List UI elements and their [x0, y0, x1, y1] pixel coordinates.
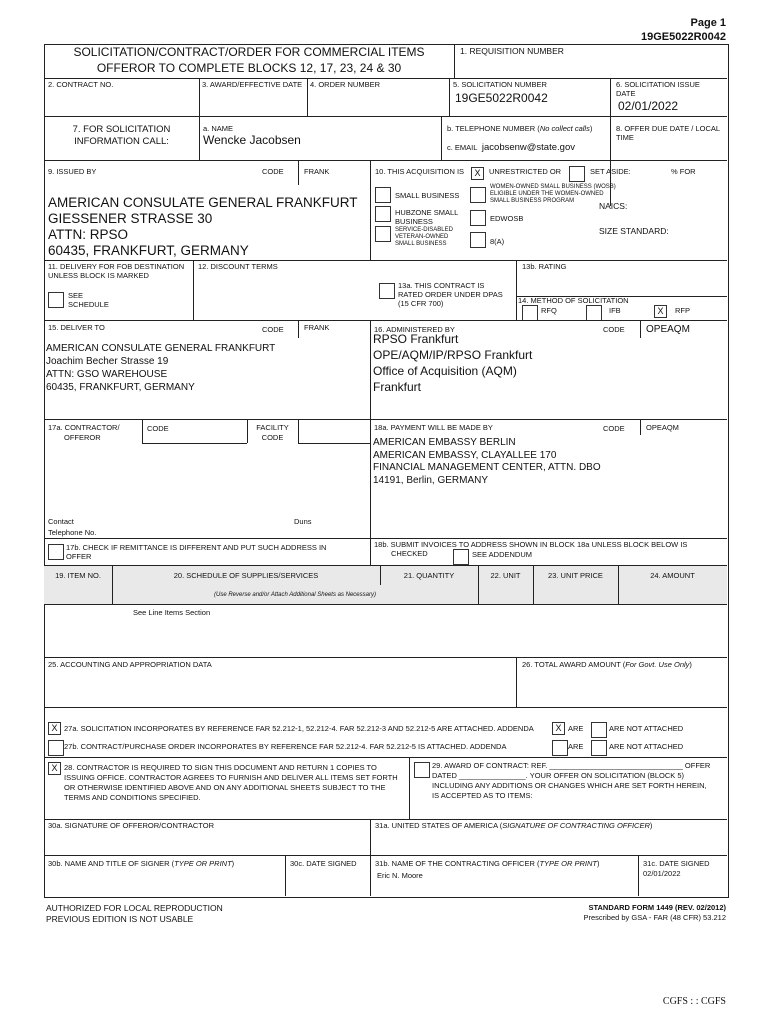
administered-by-code-label: CODE — [603, 325, 625, 334]
wosb-label-3: SMALL BUSINESS PROGRAM — [490, 198, 575, 204]
see-schedule-label1: SEE — [68, 291, 84, 300]
form-title-line2: OFFEROR TO COMPLETE BLOCKS 12, 17, 23, 24 & 30 — [96, 61, 402, 75]
fob-label1: 11. DELIVERY FOR FOB DESTINATION — [48, 262, 185, 271]
administered-by-address-line1: RPSO Frankfurt — [373, 332, 459, 346]
fob-label2: UNLESS BLOCK IS MARKED — [48, 271, 149, 280]
telephone-no-label: Telephone No. — [48, 528, 97, 537]
acquisition-label: 10. THIS ACQUISITION IS — [375, 167, 465, 176]
remittance-label2: OFFER — [66, 552, 92, 561]
dpas-checkbox[interactable] — [379, 283, 395, 299]
deliver-to-address-line1: AMERICAN CONSULATE GENERAL FRANKFURT — [46, 343, 276, 354]
order-are-not-checkbox[interactable] — [591, 740, 607, 756]
payment-address-line4: 14191, Berlin, GERMANY — [373, 475, 489, 486]
email-row: c. EMAIL jacobsenw@state.gov — [447, 142, 575, 153]
contractor-label2: OFFEROR — [64, 433, 101, 442]
dpas-label-2: RATED ORDER UNDER DPAS — [398, 290, 503, 299]
clause-27a-checkbox[interactable]: X — [48, 722, 61, 735]
order-are-label: ARE — [568, 742, 584, 751]
block-28-line1: 28. CONTRACTOR IS REQUIRED TO SIGN THIS DOCUMENT AND RETURN 1 COPIES TO — [64, 763, 377, 772]
payment-address-line3: FINANCIAL MANAGEMENT CENTER, ATTN. DBO — [373, 462, 601, 473]
unit-header: 22. UNIT — [490, 571, 521, 580]
issued-by-address-line2: GIESSENER STRASSE 30 — [48, 211, 213, 226]
administered-by-address-line2: OPE/AQM/IP/RPSO Frankfurt — [373, 348, 533, 362]
administered-by-code-value[interactable]: OPEAQM — [646, 324, 690, 335]
footer-left-line1: AUTHORIZED FOR LOCAL REPRODUCTION — [46, 903, 223, 913]
see-schedule-label2: SCHEDULE — [68, 300, 109, 309]
footer-cgfs: CGFS : : CGFS — [662, 996, 726, 1007]
solicitation-number-label: 5. SOLICITATION NUMBER — [453, 80, 547, 89]
contractor-code-label: CODE — [147, 424, 169, 433]
officer-signature-label: 31a. UNITED STATES OF AMERICA (SIGNATURE OF CONTRACTING OFFICER) — [375, 821, 653, 830]
dpas-label-1: 13a. THIS CONTRACT IS — [398, 281, 485, 290]
order-are-checkbox[interactable] — [552, 740, 568, 756]
deliver-to-code-label: CODE — [262, 325, 284, 334]
item-no-header: 19. ITEM NO. — [55, 571, 101, 580]
discount-terms-label: 12. DISCOUNT TERMS — [198, 262, 278, 271]
sdvosb-checkbox[interactable] — [375, 226, 391, 242]
eight-a-checkbox[interactable] — [470, 232, 486, 248]
see-schedule-checkbox[interactable] — [48, 292, 64, 308]
offeror-signature-label: 30a. SIGNATURE OF OFFEROR/CONTRACTOR — [48, 821, 214, 830]
administered-by-address-line4: Frankfurt — [373, 380, 422, 394]
payment-address-line1: AMERICAN EMBASSY BERLIN — [373, 437, 516, 448]
clause-27a-text: 27a. SOLICITATION INCORPORATES BY REFERENCE FAR 52.212-1, 52.212-4. FAR 52.212-3 AND 52.212-5 ARE ATTACHED. ADDENDA — [64, 724, 534, 733]
hubzone-label-1: HUBZONE SMALL — [395, 208, 459, 217]
dpas-label-3: (15 CFR 700) — [398, 299, 444, 308]
size-standard-label: SIZE STANDARD: — [599, 226, 669, 236]
deliver-to-code-value[interactable]: FRANK — [304, 323, 330, 332]
offer-due-label1: 8. OFFER DUE DATE / LOCAL — [616, 124, 721, 133]
block-28-checkbox[interactable]: X — [48, 762, 61, 775]
contractor-label1: 17a. CONTRACTOR/ — [48, 423, 120, 432]
footer-prescribed: Prescribed by GSA - FAR (48 CFR) 53.212 — [583, 913, 726, 922]
officer-name-label: 31b. NAME OF THE CONTRACTING OFFICER (TYPE OR PRINT) — [375, 859, 600, 868]
deliver-to-address-line2: Joachim Becher Strasse 19 — [46, 356, 169, 367]
signer-date-label: 30c. DATE SIGNED — [290, 859, 357, 868]
document-number: 19GE5022R0042 — [640, 31, 726, 43]
issued-by-code-label: CODE — [262, 167, 284, 176]
unit-price-header: 23. UNIT PRICE — [548, 571, 603, 580]
unrestricted-checkbox[interactable]: X — [471, 167, 484, 180]
wosb-checkbox[interactable] — [470, 187, 486, 203]
schedule-note: (Use Reverse and/or Attach Additional Sheets as Necessary) — [214, 592, 376, 598]
officer-date-value[interactable]: 02/01/2022 — [643, 869, 681, 878]
issued-by-address-line4: 60435, FRANKFURT, GERMANY — [48, 243, 249, 258]
method-label: 14. METHOD OF SOLICITATION — [518, 296, 629, 305]
issue-date-label2: DATE — [616, 89, 636, 98]
hubzone-checkbox[interactable] — [375, 206, 391, 222]
addenda-are-not-checkbox[interactable] — [591, 722, 607, 738]
block-29-line1: 29. AWARD OF CONTRACT: REF. ________________________________ OFFER — [432, 761, 711, 770]
wosb-label-2: ELIGIBLE UNDER THE WOMEN-OWNED — [490, 191, 604, 197]
ifb-checkbox[interactable] — [586, 305, 602, 321]
set-aside-checkbox[interactable] — [569, 166, 585, 182]
naics-label: NAICS: — [599, 201, 628, 211]
signer-name-label: 30b. NAME AND TITLE OF SIGNER (TYPE OR PRINT) — [48, 859, 235, 868]
solicitation-info-label2: INFORMATION CALL: — [74, 136, 169, 147]
block-29-line2: DATED ________________. YOUR OFFER ON SOLICITATION (BLOCK 5) — [432, 771, 685, 780]
block-29-line3: INCLUDING ANY ADDITIONS OR CHANGES WHICH ARE SET FORTH HEREIN, — [432, 781, 707, 790]
remittance-label1: 17b. CHECK IF REMITTANCE IS DIFFERENT AND PUT SUCH ADDRESS IN — [66, 543, 327, 552]
supplies-header: 20. SCHEDULE OF SUPPLIES/SERVICES — [173, 571, 319, 580]
telephone-label: b. TELEPHONE NUMBER (No collect calls) — [447, 124, 593, 133]
percent-for-label: % FOR — [671, 167, 696, 176]
facility-label2: CODE — [261, 433, 284, 442]
award-date-label: 3. AWARD/EFFECTIVE DATE — [202, 80, 303, 89]
clause-27b-checkbox[interactable] — [48, 740, 64, 756]
rfp-label: RFP — [675, 306, 690, 315]
payment-code-label: CODE — [603, 424, 625, 433]
addenda-are-checkbox[interactable]: X — [552, 722, 565, 735]
contact-name-value[interactable]: Wencke Jacobsen — [203, 133, 301, 147]
checked-label: CHECKED — [391, 549, 428, 558]
issued-by-code-value[interactable]: FRANK — [304, 167, 330, 176]
block-28-line4: TERMS AND CONDITIONS SPECIFIED. — [64, 793, 201, 802]
small-business-checkbox[interactable] — [375, 187, 391, 203]
sdvosb-label-3: SMALL BUSINESS — [395, 241, 447, 247]
ifb-label: IFB — [609, 306, 621, 315]
page-label: Page 1 — [690, 17, 726, 29]
block-29-checkbox[interactable] — [414, 762, 430, 778]
issued-by-address-line3: ATTN: RPSO — [48, 227, 129, 242]
contact-label: Contact — [48, 517, 74, 526]
hubzone-label-2: BUSINESS — [395, 217, 433, 226]
payment-label: 18a. PAYMENT WILL BE MADE BY — [374, 423, 493, 432]
facility-label1: FACILITY — [256, 423, 289, 432]
see-addendum-label: SEE ADDENDUM — [472, 550, 533, 559]
solicitation-info-label1: 7. FOR SOLICITATION — [72, 124, 171, 135]
solicitation-number-value[interactable]: 19GE5022R0042 — [455, 91, 548, 105]
eight-a-label: 8(A) — [490, 237, 505, 246]
duns-label: Duns — [294, 517, 312, 526]
clause-27b-text: 27b. CONTRACT/PURCHASE ORDER INCORPORATES BY REFERENCE FAR 52.212-4. FAR 52.212-5 IS ATTACHED. ADDENDA — [64, 742, 507, 751]
sdvosb-label-1: SERVICE-DISABLED — [395, 227, 453, 233]
email-value[interactable]: jacobsenw@state.gov — [481, 142, 575, 153]
deliver-to-address-line4: 60435, FRANKFURT, GERMANY — [46, 382, 195, 393]
administered-by-label: 16. ADMINISTERED BY — [374, 325, 455, 334]
requisition-number-label: 1. REQUISITION NUMBER — [460, 46, 564, 56]
small-business-label: SMALL BUSINESS — [395, 191, 460, 200]
addenda-are-not-label: ARE NOT ATTACHED — [609, 724, 684, 733]
contact-name-label: a. NAME — [203, 124, 234, 133]
rating-label: 13b. RATING — [522, 262, 567, 271]
unrestricted-label: UNRESTRICTED OR — [489, 167, 562, 176]
deliver-to-label: 15. DELIVER TO — [48, 323, 105, 332]
footer-left-line2: PREVIOUS EDITION IS NOT USABLE — [46, 914, 194, 924]
issued-by-address-line1: AMERICAN CONSULATE GENERAL FRANKFURT — [48, 195, 358, 210]
block-29-line4: IS ACCEPTED AS TO ITEMS: — [432, 791, 533, 800]
issue-date-value[interactable]: 02/01/2022 — [618, 99, 679, 113]
block-28-line3: OR OTHERWISE IDENTIFIED ABOVE AND ON ANY ADDITIONAL SHEETS SUBJECT TO THE — [64, 783, 386, 792]
remittance-checkbox[interactable] — [48, 544, 64, 560]
sdvosb-label-2: VETERAN-OWNED — [395, 234, 449, 240]
footer-form-number: STANDARD FORM 1449 (REV. 02/2012) — [588, 903, 726, 912]
order-number-label: 4. ORDER NUMBER — [310, 80, 381, 89]
rfq-checkbox[interactable] — [522, 305, 538, 321]
issue-date-label1: 6. SOLICITATION ISSUE — [616, 80, 700, 89]
rfq-label: RFQ — [541, 306, 557, 315]
payment-address-line2: AMERICAN EMBASSY, CLAYALLEE 170 — [373, 450, 557, 461]
form-title-line1: SOLICITATION/CONTRACT/ORDER FOR COMMERCIAL ITEMS — [73, 45, 425, 59]
total-award-label: 26. TOTAL AWARD AMOUNT (For Govt. Use Only) — [522, 660, 692, 669]
addenda-are-label: ARE — [568, 724, 584, 733]
amount-header: 24. AMOUNT — [650, 571, 695, 580]
see-addendum-checkbox[interactable] — [453, 549, 469, 565]
wosb-label-1: WOMEN-OWNED SMALL BUSINESS (WOSB) — [490, 184, 616, 190]
see-line-items: See Line Items Section — [133, 608, 211, 617]
set-aside-label: SET ASIDE: — [590, 167, 631, 176]
officer-name-value[interactable]: Eric N. Moore — [377, 871, 423, 880]
invoices-label: 18b. SUBMIT INVOICES TO ADDRESS SHOWN IN BLOCK 18a UNLESS BLOCK BELOW IS — [374, 540, 688, 549]
officer-date-label: 31c. DATE SIGNED — [643, 859, 710, 868]
accounting-label: 25. ACCOUNTING AND APPROPRIATION DATA — [48, 660, 212, 669]
issued-by-label: 9. ISSUED BY — [48, 167, 97, 176]
order-are-not-label: ARE NOT ATTACHED — [609, 742, 684, 751]
quantity-header: 21. QUANTITY — [403, 571, 455, 580]
deliver-to-address-line3: ATTN: GSO WAREHOUSE — [46, 369, 168, 380]
block-28-line2: ISSUING OFFICE. CONTRACTOR AGREES TO FURNISH AND DELIVER ALL ITEMS SET FORTH — [64, 773, 398, 782]
payment-code-value[interactable]: OPEAQM — [646, 423, 679, 432]
administered-by-address-line3: Office of Acquisition (AQM) — [373, 364, 517, 378]
rfp-checkbox[interactable]: X — [654, 305, 667, 318]
edwosb-label: EDWOSB — [490, 214, 524, 223]
offer-due-label2: TIME — [616, 133, 634, 142]
contract-no-label: 2. CONTRACT NO. — [48, 80, 114, 89]
edwosb-checkbox[interactable] — [470, 210, 486, 226]
